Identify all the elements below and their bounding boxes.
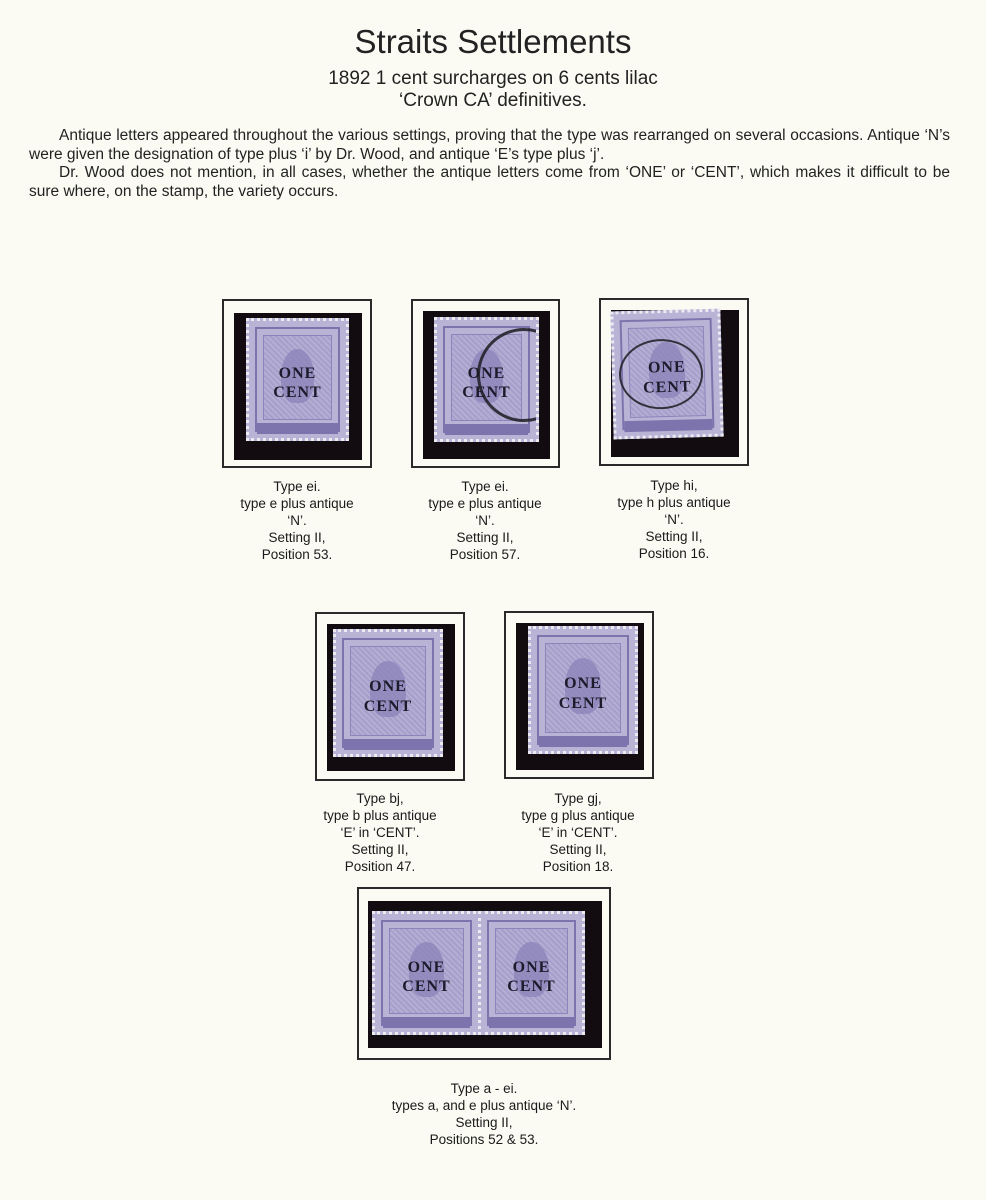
stamp-3 [610,309,723,440]
stamp-caption-1: Type ei. type e plus antique ‘N’. Setting II, Position 53. [240,479,354,562]
stamp-mount-5 [504,611,654,779]
overprint-one: ONE [278,365,317,383]
page-subtitle-2: ‘Crown CA’ definitives. [399,90,587,111]
stamp-mount-pair [357,887,611,1060]
stamp-4 [333,629,443,757]
stamp-1 [246,318,349,441]
page-title: Straits Settlements [354,23,632,60]
overprint-cent: CENT [462,384,511,402]
stamp-mount-3 [599,298,749,466]
stamp-caption-3: Type hi, type h plus antique ‘N’. Setting II, Position 16. [617,478,731,561]
overprint-cent: CENT [402,977,451,995]
overprint-one: ONE [407,958,446,976]
intro-text [29,127,950,201]
overprint-cent: CENT [273,384,322,402]
stamp-mount-1 [222,299,372,468]
overprint-one: ONE [369,678,407,696]
stamp-pair-right [478,911,585,1035]
overprint-cent: CENT [507,977,556,995]
stamp-caption-5: Type gj, type g plus antique ‘E’ in ‘CENT’. Setting II, Position 18. [521,791,635,874]
stamp-pair-left [372,911,481,1035]
overprint-one: ONE [564,675,602,693]
stamp-2 [434,317,539,442]
overprint-cent: CENT [363,697,413,715]
intro-paragraph-1: Antique letters appeared throughout the various settings, proving that the type was rearranged on several occasions. Antique ‘N’s were given the designation of type plus ‘i’ by Dr. Wood, and antique ‘E’s type plus ‘j’. [29,127,950,163]
stamp-caption-4: Type bj, type b plus antique ‘E’ in ‘CENT’. Setting II, Position 47. [323,791,437,874]
intro-paragraph-2: Dr. Wood does not mention, in all cases, whether the antique letters come from ‘ONE’ or ‘CENT’, which makes it difficult to be sure where, on the stamp, the variety occurs. [29,164,950,200]
overprint-one: ONE [647,358,686,377]
overprint-cent: CENT [642,378,692,397]
stamp-mount-2 [411,299,560,468]
stamp-mount-4 [315,612,465,781]
stamp-caption-pair: Type a - ei. types a, and e plus antique ‘N’. Setting II, Positions 52 & 53. [391,1081,577,1147]
stamp-caption-2: Type ei. type e plus antique ‘N’. Setting II, Position 57. [428,479,542,562]
page-subtitle: 1892 1 cent surcharges on 6 cents lilac [328,68,658,89]
overprint-one: ONE [512,958,551,976]
overprint-one: ONE [467,365,506,383]
stamp-5 [528,626,638,754]
overprint-cent: CENT [558,694,608,712]
